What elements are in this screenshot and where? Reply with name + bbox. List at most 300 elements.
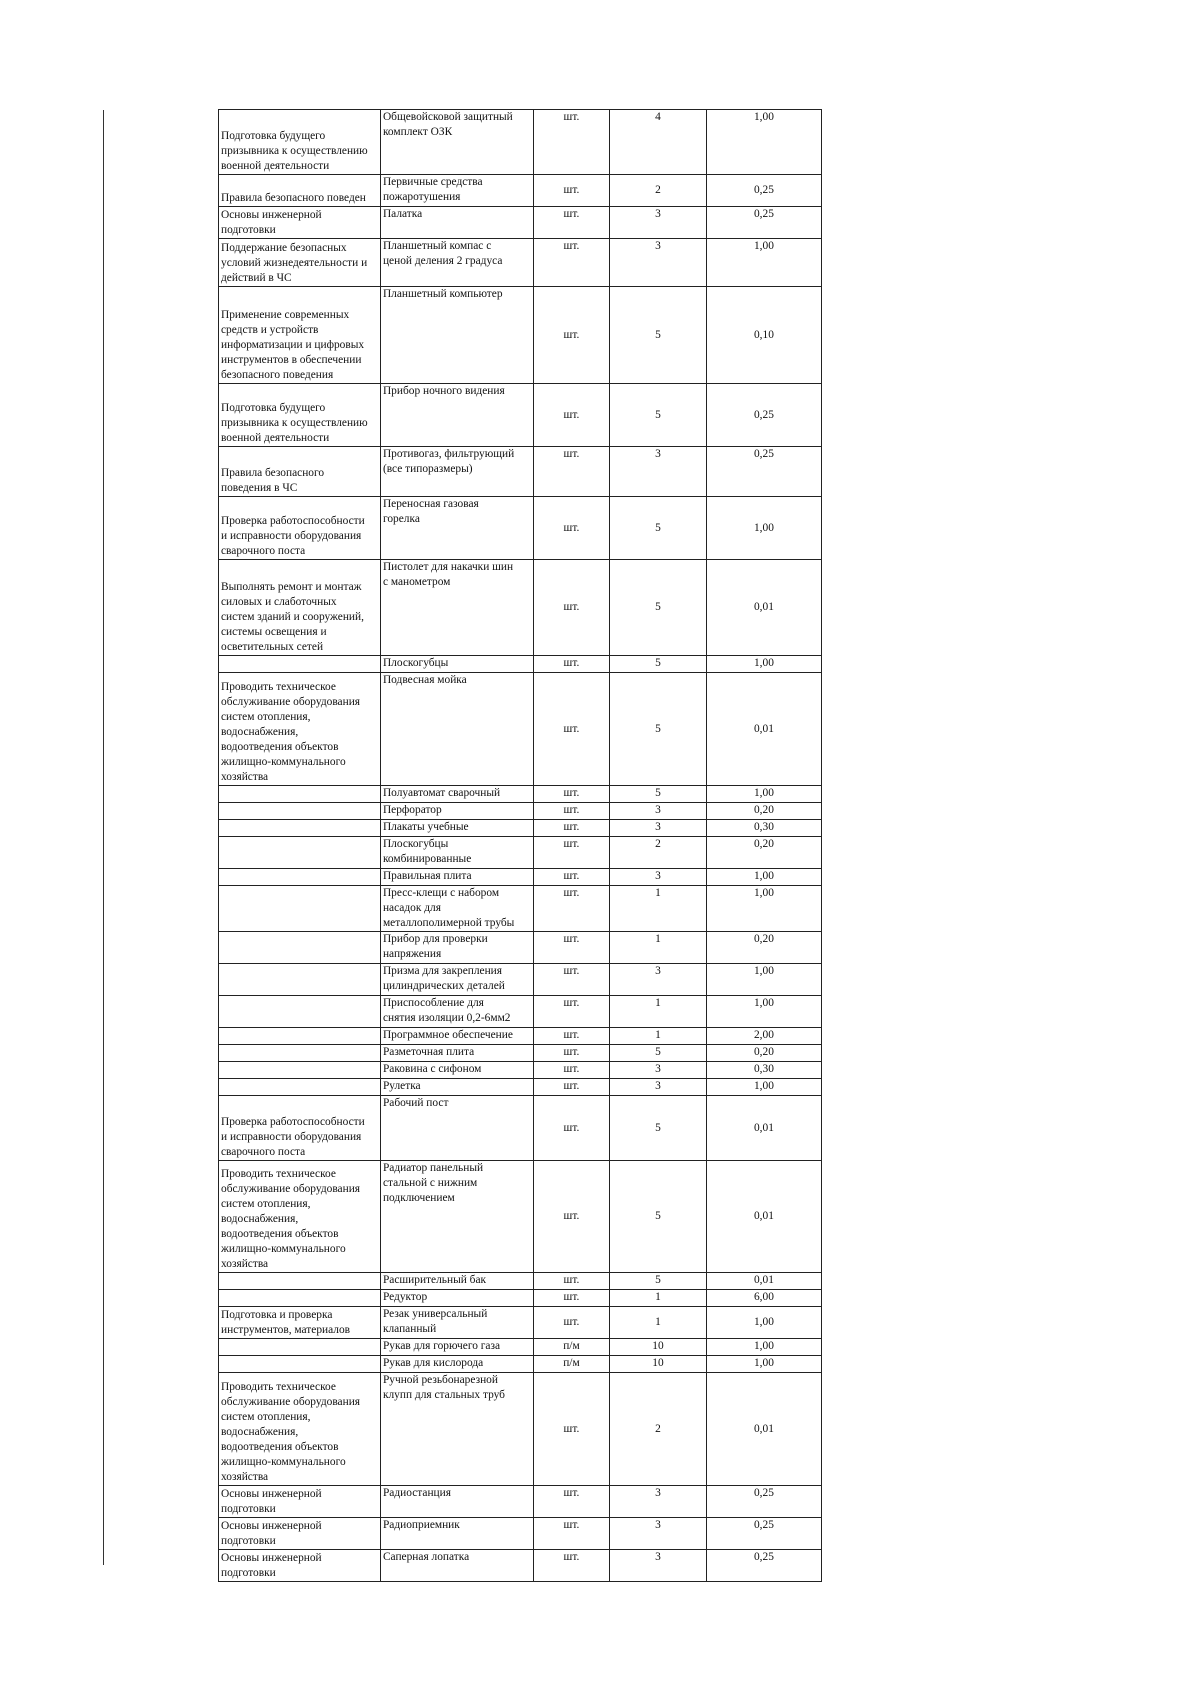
item-cell-text: Пресс-клещи с набором насадок для металлополимерной трубы <box>382 887 515 929</box>
item-cell <box>380 1045 533 1062</box>
quantity-cell <box>610 932 707 964</box>
unit-cell-text: шт. <box>563 1080 580 1092</box>
quantity-cell <box>610 239 707 287</box>
item-cell-text: Рабочий пост <box>382 1097 449 1109</box>
quantity-cell-text: 1 <box>655 887 661 899</box>
quantity-cell-text: 5 <box>655 1274 661 1286</box>
item-cell <box>380 1028 533 1045</box>
topic-cell <box>219 560 381 656</box>
coefficient-cell <box>706 1518 821 1550</box>
topic-cell <box>219 837 381 869</box>
unit-cell-text: шт. <box>563 208 580 220</box>
quantity-cell <box>610 1290 707 1307</box>
unit-cell-text: п/м <box>563 1357 580 1369</box>
quantity-cell <box>610 820 707 837</box>
item-cell-text: Пистолет для накачки шин с манометром <box>382 561 514 588</box>
quantity-cell <box>610 1028 707 1045</box>
quantity-cell <box>610 1079 707 1096</box>
quantity-cell-text: 10 <box>652 1340 664 1352</box>
item-cell-text: Планшетный компьютер <box>382 288 503 300</box>
quantity-cell <box>610 656 707 673</box>
quantity-cell-text: 3 <box>655 821 661 833</box>
coefficient-cell <box>706 239 821 287</box>
coefficient-cell-text: 1,00 <box>753 787 774 799</box>
coefficient-cell-text: 0,01 <box>753 601 774 613</box>
coefficient-cell-text: 0,01 <box>753 1274 774 1286</box>
unit-cell-text: шт. <box>563 1316 580 1328</box>
coefficient-cell-text: 0,20 <box>753 804 774 816</box>
coefficient-cell-text: 1,00 <box>753 1080 774 1092</box>
quantity-cell <box>610 175 707 207</box>
coefficient-cell <box>706 497 821 560</box>
unit-cell-text: шт. <box>563 408 580 421</box>
quantity-cell <box>610 869 707 886</box>
quantity-cell <box>610 1307 707 1339</box>
unit-cell <box>533 560 609 656</box>
coefficient-cell-text: 1,00 <box>753 870 774 882</box>
coefficient-cell <box>706 886 821 932</box>
coefficient-cell-text: 0,10 <box>753 328 774 341</box>
table-row <box>219 560 822 656</box>
quantity-cell-text: 1 <box>655 1029 661 1041</box>
table-row <box>219 1356 822 1373</box>
coefficient-cell-text: 0,20 <box>753 1046 774 1058</box>
table-row <box>219 656 822 673</box>
table-row <box>219 1307 822 1339</box>
coefficient-cell-text: 0,30 <box>753 1063 774 1075</box>
unit-cell-text: шт. <box>563 1029 580 1041</box>
coefficient-cell <box>706 1307 821 1339</box>
unit-cell-text: шт. <box>563 1210 580 1222</box>
coefficient-cell <box>706 287 821 384</box>
unit-cell-text: шт. <box>563 804 580 816</box>
unit-cell-text: шт. <box>563 887 580 899</box>
item-cell <box>380 1373 533 1486</box>
item-cell <box>380 207 533 239</box>
unit-cell <box>533 384 609 447</box>
item-cell <box>380 1518 533 1550</box>
coefficient-cell <box>706 1045 821 1062</box>
coefficient-cell <box>706 803 821 820</box>
quantity-cell-text: 3 <box>655 1487 661 1499</box>
unit-cell-text: шт. <box>563 1063 580 1075</box>
quantity-cell-text: 5 <box>655 787 661 799</box>
coefficient-cell-text: 0,25 <box>753 408 774 421</box>
topic-cell <box>219 1290 381 1307</box>
item-cell-text: Разметочная плита <box>382 1046 475 1058</box>
quantity-cell-text: 5 <box>655 722 661 735</box>
item-cell-text: Раковина с сифоном <box>382 1063 482 1075</box>
table-row <box>219 1550 822 1582</box>
topic-cell <box>219 932 381 964</box>
table-row <box>219 886 822 932</box>
coefficient-cell-text: 1,00 <box>753 111 774 123</box>
unit-cell-text: шт. <box>563 787 580 799</box>
item-cell <box>380 786 533 803</box>
coefficient-cell <box>706 1161 821 1273</box>
item-cell-text: Редуктор <box>382 1291 428 1303</box>
coefficient-cell <box>706 447 821 497</box>
item-cell <box>380 1273 533 1290</box>
quantity-cell-text: 2 <box>655 1422 661 1435</box>
topic-cell <box>219 1486 381 1518</box>
topic-cell-text: Применение современных средств и устройств информатизации и цифровых инструментов в обеспечении безопасного поведения <box>221 309 365 381</box>
topic-cell-text: Подготовка будущего призывника к осуществлению военной деятельности <box>221 130 368 172</box>
table-row <box>219 497 822 560</box>
unit-cell <box>533 1518 609 1550</box>
item-cell <box>380 996 533 1028</box>
unit-cell-text: шт. <box>563 1487 580 1499</box>
quantity-cell <box>610 1062 707 1079</box>
coefficient-cell <box>706 932 821 964</box>
unit-cell <box>533 110 609 175</box>
topic-cell-text: Правила безопасного поведен <box>221 192 366 204</box>
quantity-cell-text: 3 <box>655 240 661 252</box>
table-row <box>219 803 822 820</box>
table-row <box>219 239 822 287</box>
coefficient-cell <box>706 1028 821 1045</box>
unit-cell <box>533 1339 609 1356</box>
item-cell <box>380 886 533 932</box>
unit-cell <box>533 964 609 996</box>
item-cell <box>380 673 533 786</box>
item-cell-text: Радиатор панельный стальной с нижним подключением <box>382 1162 484 1204</box>
unit-cell <box>533 886 609 932</box>
quantity-cell-text: 1 <box>655 933 661 945</box>
unit-cell-text: шт. <box>563 870 580 882</box>
table-row <box>219 869 822 886</box>
coefficient-cell-text: 1,00 <box>753 657 774 669</box>
coefficient-cell <box>706 1339 821 1356</box>
unit-cell <box>533 497 609 560</box>
coefficient-cell <box>706 1079 821 1096</box>
unit-cell-text: шт. <box>563 1274 580 1286</box>
unit-cell-text: шт. <box>563 240 580 252</box>
unit-cell-text: шт. <box>563 328 580 341</box>
topic-cell <box>219 820 381 837</box>
topic-cell <box>219 239 381 287</box>
topic-cell <box>219 207 381 239</box>
item-cell-text: Приспособление для снятия изоляции 0,2-6мм2 <box>382 997 511 1024</box>
table-row <box>219 786 822 803</box>
table-row <box>219 287 822 384</box>
item-cell <box>380 560 533 656</box>
unit-cell <box>533 175 609 207</box>
topic-cell-text: Основы инженерной подготовки <box>221 209 322 236</box>
item-cell <box>380 110 533 175</box>
unit-cell-text: шт. <box>563 1121 580 1134</box>
coefficient-cell-text: 1,00 <box>753 1316 774 1328</box>
topic-cell-text: Проверка работоспособности и исправности оборудования сварочного поста <box>221 515 365 557</box>
unit-cell <box>533 803 609 820</box>
item-cell-text: Плакаты учебные <box>382 821 469 833</box>
unit-cell-text: шт. <box>563 657 580 669</box>
quantity-cell <box>610 1356 707 1373</box>
quantity-cell-text: 5 <box>655 408 661 421</box>
item-cell-text: Резак универсальный клапанный <box>382 1308 488 1335</box>
table-row <box>219 837 822 869</box>
topic-cell <box>219 287 381 384</box>
coefficient-cell <box>706 110 821 175</box>
item-cell-text: Программное обеспечение <box>382 1029 513 1041</box>
quantity-cell-text: 3 <box>655 208 661 220</box>
topic-cell-text: Основы инженерной подготовки <box>221 1552 322 1579</box>
topic-cell <box>219 1373 381 1486</box>
item-cell-text: Рукав для горючего газа <box>382 1340 501 1352</box>
unit-cell <box>533 673 609 786</box>
item-cell-text: Противогаз, фильтрующий (все типоразмеры) <box>382 448 515 475</box>
unit-cell <box>533 869 609 886</box>
quantity-cell <box>610 964 707 996</box>
quantity-cell <box>610 837 707 869</box>
topic-cell <box>219 1356 381 1373</box>
quantity-cell-text: 5 <box>655 601 661 613</box>
unit-cell <box>533 1045 609 1062</box>
topic-cell <box>219 886 381 932</box>
topic-cell-text: Подготовка будущего призывника к осуществлению военной деятельности <box>221 402 368 444</box>
quantity-cell-text: 4 <box>655 111 661 123</box>
item-cell-text: Прибор для проверки напряжения <box>382 933 488 960</box>
equipment-table <box>218 109 822 1582</box>
item-cell-text: Планшетный компас с ценой деления 2 градуса <box>382 240 503 267</box>
quantity-cell <box>610 886 707 932</box>
unit-cell <box>533 1486 609 1518</box>
topic-cell <box>219 996 381 1028</box>
topic-cell <box>219 673 381 786</box>
topic-cell-text: Подготовка и проверка инструментов, материалов <box>221 1309 351 1336</box>
table-row <box>219 1079 822 1096</box>
table-row <box>219 1045 822 1062</box>
topic-cell-text: Проводить техническое обслуживание оборудования систем отопления, водоснабжения, водоотведения объектов жилищно-коммунального хозяйства <box>221 1168 361 1270</box>
unit-cell <box>533 1356 609 1373</box>
quantity-cell-text: 5 <box>655 328 661 341</box>
unit-cell-text: шт. <box>563 448 580 460</box>
quantity-cell <box>610 207 707 239</box>
item-cell-text: Саперная лопатка <box>382 1551 470 1563</box>
item-cell <box>380 1550 533 1582</box>
topic-cell <box>219 1307 381 1339</box>
table-row <box>219 207 822 239</box>
unit-cell-text: шт. <box>563 933 580 945</box>
quantity-cell-text: 3 <box>655 1063 661 1075</box>
unit-cell-text: шт. <box>563 838 580 850</box>
item-cell-text: Плоскогубцы <box>382 657 449 669</box>
table-row <box>219 1273 822 1290</box>
topic-cell-text: Основы инженерной подготовки <box>221 1520 322 1547</box>
unit-cell <box>533 1079 609 1096</box>
unit-cell <box>533 1062 609 1079</box>
unit-cell <box>533 1373 609 1486</box>
topic-cell <box>219 384 381 447</box>
unit-cell-text: шт. <box>563 111 580 123</box>
equipment-table-body <box>219 110 822 1582</box>
item-cell <box>380 964 533 996</box>
coefficient-cell-text: 1,00 <box>753 887 774 899</box>
item-cell-text: Переносная газовая горелка <box>382 498 479 525</box>
quantity-cell <box>610 1273 707 1290</box>
quantity-cell <box>610 287 707 384</box>
unit-cell-text: шт. <box>563 1291 580 1303</box>
coefficient-cell <box>706 560 821 656</box>
table-row <box>219 1096 822 1161</box>
quantity-cell-text: 1 <box>655 1291 661 1303</box>
coefficient-cell <box>706 1550 821 1582</box>
item-cell <box>380 1079 533 1096</box>
quantity-cell-text: 1 <box>655 1316 661 1328</box>
topic-cell <box>219 656 381 673</box>
topic-cell <box>219 110 381 175</box>
unit-cell <box>533 820 609 837</box>
unit-cell <box>533 1161 609 1273</box>
left-margin-line <box>103 110 104 1565</box>
item-cell-text: Перфоратор <box>382 804 442 816</box>
coefficient-cell-text: 0,01 <box>753 1210 774 1222</box>
topic-cell <box>219 1096 381 1161</box>
topic-cell <box>219 786 381 803</box>
topic-cell-text: Проводить техническое обслуживание оборудования систем отопления, водоснабжения, водоотведения объектов жилищно-коммунального хозяйства <box>221 681 361 783</box>
quantity-cell <box>610 384 707 447</box>
quantity-cell <box>610 1518 707 1550</box>
quantity-cell <box>610 1486 707 1518</box>
coefficient-cell-text: 0,25 <box>753 1487 774 1499</box>
item-cell <box>380 1307 533 1339</box>
quantity-cell-text: 3 <box>655 1551 661 1563</box>
coefficient-cell <box>706 1273 821 1290</box>
coefficient-cell-text: 1,00 <box>753 240 774 252</box>
unit-cell <box>533 239 609 287</box>
coefficient-cell-text: 0,01 <box>753 722 774 735</box>
unit-cell-text: шт. <box>563 1046 580 1058</box>
unit-cell-text: шт. <box>563 184 580 196</box>
topic-cell <box>219 1045 381 1062</box>
quantity-cell <box>610 673 707 786</box>
topic-cell <box>219 869 381 886</box>
item-cell-text: Ручной резьбонарезной клупп для стальных труб <box>382 1374 505 1401</box>
table-row <box>219 1518 822 1550</box>
quantity-cell-text: 5 <box>655 1210 661 1222</box>
quantity-cell <box>610 1045 707 1062</box>
coefficient-cell-text: 0,01 <box>753 1422 774 1435</box>
quantity-cell <box>610 786 707 803</box>
topic-cell <box>219 1161 381 1273</box>
topic-cell <box>219 497 381 560</box>
item-cell <box>380 1062 533 1079</box>
topic-cell <box>219 1273 381 1290</box>
coefficient-cell-text: 1,00 <box>753 997 774 1009</box>
item-cell-text: Первичные средства пожаротушения <box>382 176 483 203</box>
table-row <box>219 1486 822 1518</box>
table-row <box>219 384 822 447</box>
topic-cell <box>219 1550 381 1582</box>
topic-cell <box>219 1079 381 1096</box>
item-cell <box>380 1290 533 1307</box>
topic-cell-text: Правила безопасного поведения в ЧС <box>221 467 325 494</box>
item-cell-text: Рулетка <box>382 1080 421 1092</box>
table-row <box>219 175 822 207</box>
quantity-cell <box>610 560 707 656</box>
item-cell-text: Полуавтомат сварочный <box>382 787 501 799</box>
coefficient-cell-text: 0,01 <box>753 1121 774 1134</box>
topic-cell <box>219 803 381 820</box>
coefficient-cell-text: 0,20 <box>753 838 774 850</box>
item-cell-text: Расширительный бак <box>382 1274 487 1286</box>
topic-cell <box>219 1518 381 1550</box>
unit-cell-text: шт. <box>563 1551 580 1563</box>
topic-cell <box>219 1062 381 1079</box>
coefficient-cell-text: 0,20 <box>753 933 774 945</box>
coefficient-cell <box>706 175 821 207</box>
coefficient-cell-text: 0,25 <box>753 448 774 460</box>
topic-cell-text: Поддержание безопасных условий жизнедеятельности и действий в ЧС <box>221 242 368 284</box>
unit-cell-text: шт. <box>563 965 580 977</box>
unit-cell <box>533 837 609 869</box>
coefficient-cell-text: 0,25 <box>753 184 774 196</box>
item-cell <box>380 1486 533 1518</box>
item-cell <box>380 837 533 869</box>
coefficient-cell <box>706 1062 821 1079</box>
topic-cell-text: Основы инженерной подготовки <box>221 1488 322 1515</box>
unit-cell-text: шт. <box>563 1422 580 1435</box>
coefficient-cell-text: 0,25 <box>753 208 774 220</box>
quantity-cell-text: 3 <box>655 870 661 882</box>
quantity-cell-text: 1 <box>655 997 661 1009</box>
unit-cell <box>533 447 609 497</box>
table-row <box>219 964 822 996</box>
item-cell <box>380 803 533 820</box>
coefficient-cell-text: 1,00 <box>753 965 774 977</box>
item-cell-text: Подвесная мойка <box>382 674 467 686</box>
item-cell <box>380 1096 533 1161</box>
item-cell <box>380 932 533 964</box>
topic-cell <box>219 1339 381 1356</box>
item-cell-text: Плоскогубцы комбинированные <box>382 838 472 865</box>
table-row <box>219 1290 822 1307</box>
unit-cell <box>533 287 609 384</box>
item-cell <box>380 1339 533 1356</box>
item-cell <box>380 656 533 673</box>
item-cell-text: Радиоприемник <box>382 1519 460 1531</box>
quantity-cell <box>610 110 707 175</box>
quantity-cell-text: 3 <box>655 1519 661 1531</box>
coefficient-cell <box>706 673 821 786</box>
unit-cell-text: шт. <box>563 1519 580 1531</box>
quantity-cell-text: 2 <box>655 184 661 196</box>
item-cell <box>380 497 533 560</box>
quantity-cell <box>610 497 707 560</box>
unit-cell <box>533 1028 609 1045</box>
coefficient-cell <box>706 207 821 239</box>
quantity-cell <box>610 447 707 497</box>
item-cell <box>380 239 533 287</box>
quantity-cell-text: 3 <box>655 965 661 977</box>
quantity-cell <box>610 1373 707 1486</box>
coefficient-cell <box>706 786 821 803</box>
table-row <box>219 1161 822 1273</box>
unit-cell-text: п/м <box>563 1340 580 1352</box>
item-cell <box>380 869 533 886</box>
quantity-cell <box>610 1550 707 1582</box>
unit-cell-text: шт. <box>563 997 580 1009</box>
coefficient-cell-text: 1,00 <box>753 1340 774 1352</box>
quantity-cell <box>610 996 707 1028</box>
coefficient-cell <box>706 837 821 869</box>
item-cell <box>380 1356 533 1373</box>
unit-cell-text: шт. <box>563 821 580 833</box>
quantity-cell-text: 10 <box>652 1357 664 1369</box>
coefficient-cell-text: 0,25 <box>753 1551 774 1563</box>
item-cell-text: Общевойсковой защитный комплект ОЗК <box>382 111 513 138</box>
quantity-cell-text: 3 <box>655 804 661 816</box>
